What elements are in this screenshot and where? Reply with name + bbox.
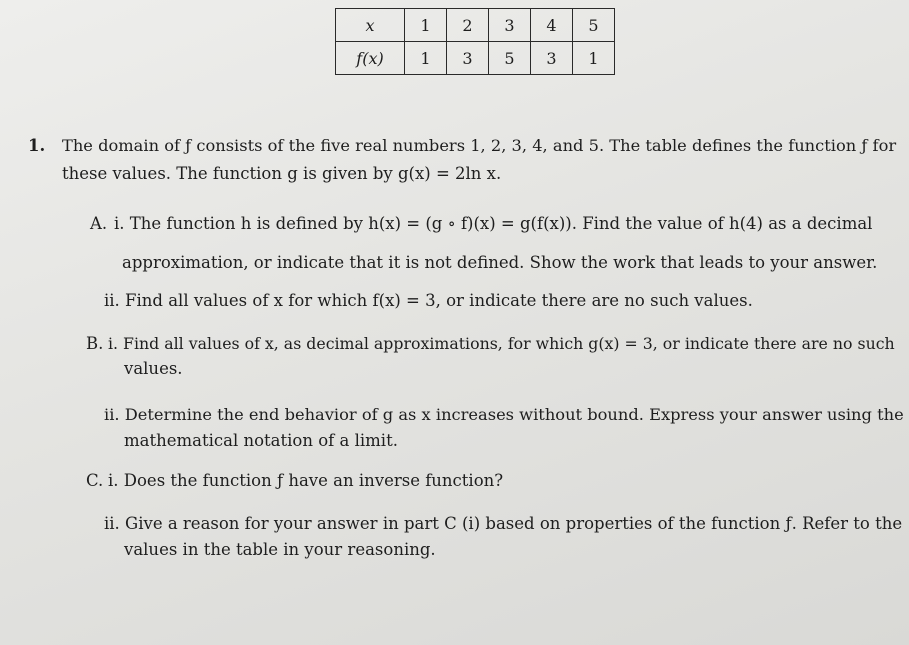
table-cell: 1 xyxy=(405,42,447,75)
part-a-label: A. xyxy=(90,214,108,233)
table-cell: 4 xyxy=(531,9,573,42)
function-values-table xyxy=(335,8,615,75)
table-cell: 5 xyxy=(489,42,531,75)
part-c-ii-line1: ii. Give a reason for your answer in part C (i) based on properties of the function ƒ. Refer to the xyxy=(104,514,903,533)
part-a-i-line2: approximation, or indicate that it is not defined. Show the work that leads to your answer. xyxy=(122,253,878,272)
table-cell: 2 xyxy=(447,9,489,42)
table-row-x xyxy=(336,9,615,42)
table-row-fx xyxy=(336,42,615,75)
part-c-i: i. Does the function ƒ have an inverse function? xyxy=(108,471,504,490)
part-c-ii-line2: values in the table in your reasoning. xyxy=(124,540,436,559)
part-b-label: B. xyxy=(86,334,104,353)
question-number: 1. xyxy=(28,136,46,155)
table-cell: 3 xyxy=(489,9,531,42)
table-cell: 3 xyxy=(447,42,489,75)
table-cell: 1 xyxy=(405,9,447,42)
part-c-label: C. xyxy=(86,471,104,490)
table-header-x: x xyxy=(336,9,405,42)
part-b-i-line2: values. xyxy=(124,359,183,378)
table-header-fx: f(x) xyxy=(336,42,405,75)
part-b-i-line1: i. Find all values of x, as decimal approximations, for which g(x) = 3, or indicate there are no such xyxy=(108,334,895,353)
part-b-ii-line2: mathematical notation of a limit. xyxy=(124,431,398,450)
part-a-i-line1: i. The function h is defined by h(x) = (g ∘ f)(x) = g(f(x)). Find the value of h(4) as a decimal xyxy=(114,214,873,233)
question-intro-line2: these values. The function g is given by g(x) = 2ln x. xyxy=(62,164,502,183)
table-cell: 1 xyxy=(573,42,615,75)
table-cell: 3 xyxy=(531,42,573,75)
part-a-ii: ii. Find all values of x for which f(x) = 3, or indicate there are no such values. xyxy=(104,291,753,310)
question-intro-line1: The domain of ƒ consists of the five real numbers 1, 2, 3, 4, and 5. The table defines the function ƒ for xyxy=(62,136,897,155)
table-cell: 5 xyxy=(573,9,615,42)
part-b-ii-line1: ii. Determine the end behavior of g as x increases without bound. Express your answer using the xyxy=(104,405,904,424)
